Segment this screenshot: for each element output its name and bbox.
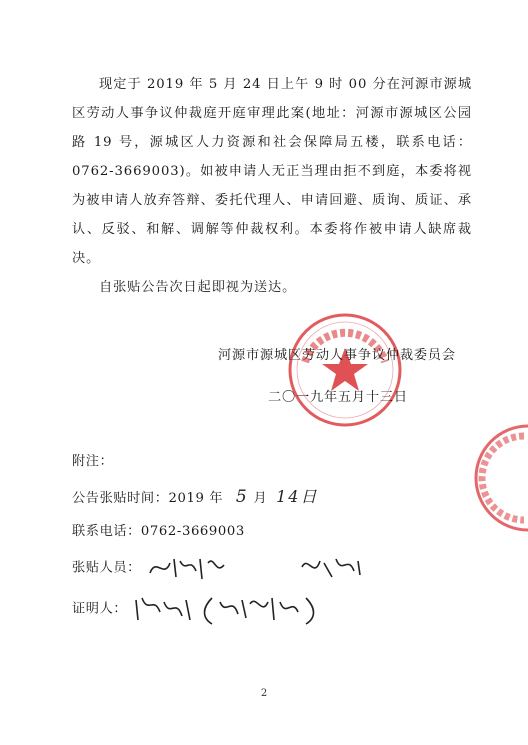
witness-line [72,592,362,626]
official-seal-icon [285,310,405,430]
posting-time-line [72,484,318,507]
witness-handwritten-signature [132,592,362,626]
posting-time-month-unit: 月 [253,491,268,506]
page-number: 2 [260,688,268,699]
notice-paragraph-hearing: 现定于 2019 年 5 月 24 日上午 9 时 00 分在河源市源城区劳动人事争议仲裁庭开庭审理此案(地址：河源市源城区公园路 19 号，源城区人力资源和社会保障局五楼，联系电话：0762-3669003)。如被申请人无正当理由拒不到庭，本委将视为被申请人放弃答辩、委托代理人、申请回避、质询、质证、承认、反驳、和解、调解等仲裁权利。本委将作被申请人缺席裁决。 [72,77,472,266]
poster-line [72,553,376,583]
issuing-organization: 河源市源城区劳动人事争议仲裁委员会 [218,348,456,363]
posting-time-month: 5 [235,487,249,507]
poster-label: 张贴人员： [72,560,141,576]
notice-body [72,70,472,302]
issue-date: 二〇一九年五月十三日 [268,390,408,405]
posting-time-label: 公告张贴时间：2019 年 [72,491,224,506]
partial-seal-icon [450,420,528,536]
notes-heading: 附注： [72,454,114,469]
poster-handwritten-signatures [146,553,376,583]
witness-label: 证明人： [72,601,128,617]
notice-paragraph-service: 自张贴公告次日起即视为送达。 [99,280,297,295]
contact-phone-line: 联系电话：0762-3669003 [72,524,245,539]
posting-time-day: 14日 [276,487,319,506]
